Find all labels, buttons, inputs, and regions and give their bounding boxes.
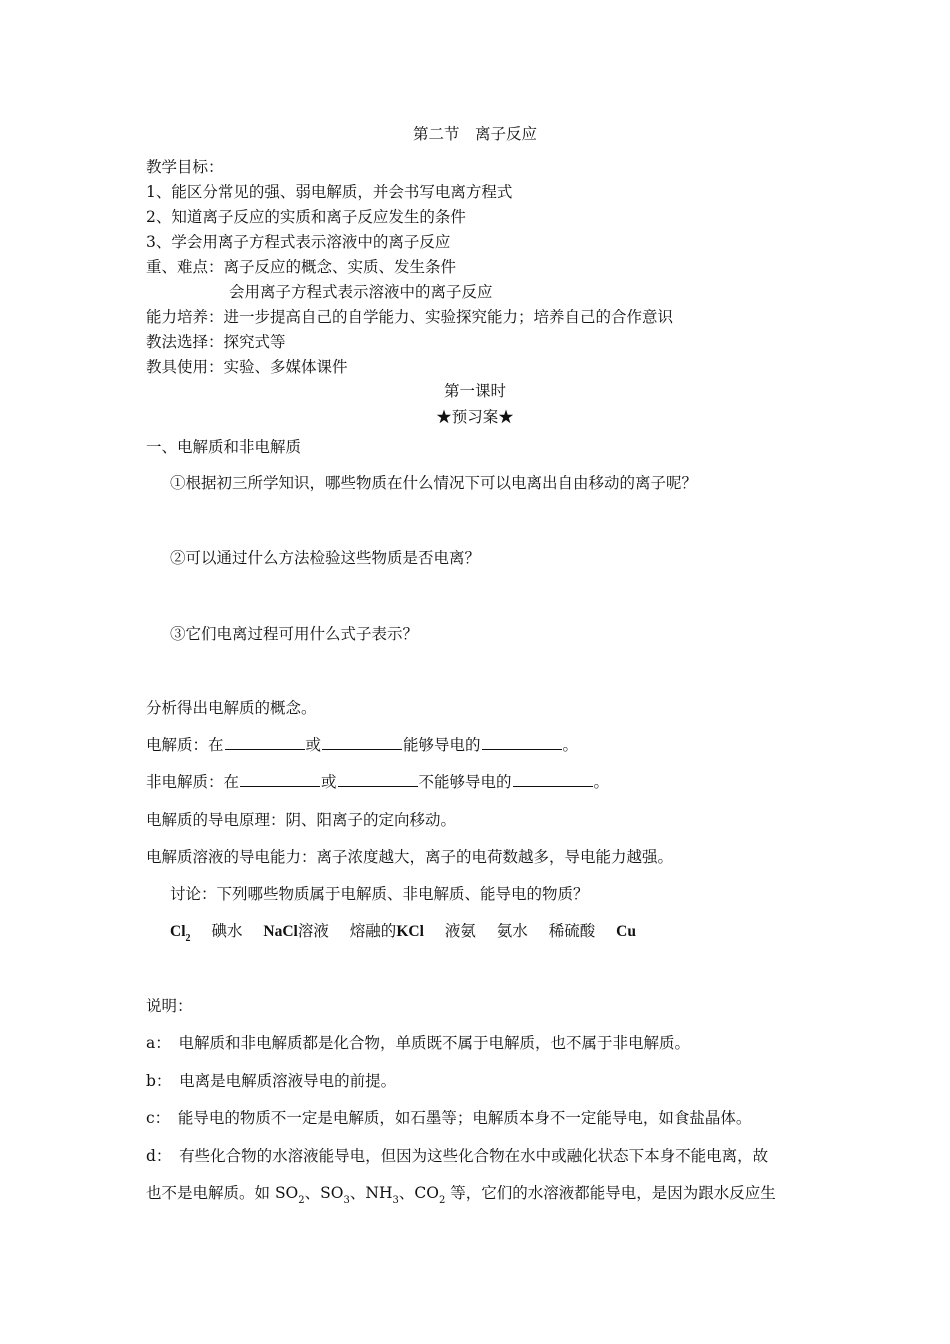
question-1: ①根据初三所学知识，哪些物质在什么情况下可以电离出自由移动的离子呢？ [170,474,698,492]
key-points: 重、难点：离子反应的概念、实质、发生条件 [146,258,457,276]
substance-cu: Cu [616,923,636,940]
discussion-prompt: 讨论：下列哪些物质属于电解质、非电解质、能导电的物质？ [170,885,589,903]
fill-blank[interactable] [240,772,320,787]
substance-ammonia-water: 氨水 [496,922,528,940]
substance-molten: 熔融的 [349,922,397,940]
substance-dilute-acid: 稀硫酸 [548,922,596,940]
fill-blank[interactable] [322,735,402,750]
note-a: a： 电解质和非电解质都是化合物，单质既不属于电解质，也不属于非电解质。 [146,1034,690,1052]
substance-iodine-water: 碘水 [211,922,243,940]
substance-nacl: NaCl [263,923,298,940]
definition-text: 电解质：在 [146,736,224,754]
note-d-continued: 也不是电解质。如 $SO_2$、$SO_3$、$NH_3$、$CO_2$ 等，它们的水溶液都能导电，是因为跟水反应生 [146,1184,776,1206]
analysis-text: 分析得出电解质的概念。 [146,699,317,717]
definition-text: 或 [305,736,322,754]
question-3: ③它们电离过程可用什么式子表示？ [170,625,419,643]
fill-blank[interactable] [338,772,418,787]
key-points-continued: 会用离子方程式表示溶液中的离子反应 [229,283,493,301]
section-heading: 一、电解质和非电解质 [146,438,302,456]
substance-liquid-ammonia: 液氨 [444,922,476,940]
note-c: c： 能导电的物质不一定是电解质，如石墨等；电解质本身不一定能导电，如食盐晶体。 [146,1109,752,1127]
fill-blank[interactable] [513,772,593,787]
question-2: ②可以通过什么方法检验这些物质是否电离？ [170,549,481,567]
substance-solution: 溶液 [297,922,329,940]
substance-cl2: $Cl_2$ [170,923,191,944]
note-b: b： 电离是电解质溶液导电的前提。 [146,1072,397,1090]
nonelectrolyte-definition [146,772,609,792]
objective-item: 2、知道离子反应的实质和离子反应发生的条件 [146,208,466,226]
definition-text: 能够导电的 [403,736,481,754]
ability-training: 能力培养：进一步提高自己的自学能力、实验探究能力；培养自己的合作意识 [146,308,674,326]
conduction-ability: 电解质溶液的导电能力：离子浓度越大，离子的电荷数越多，导电能力越强。 [146,848,674,866]
objective-item: 1、能区分常见的强、弱电解质，并会书写电离方程式 [146,183,513,201]
definition-text: 或 [321,773,337,791]
objectives-header: 教学目标： [146,158,224,176]
fill-blank[interactable] [482,735,562,750]
substance-kcl: KCl [396,923,424,940]
definition-text: 非电解质：在 [146,773,240,791]
definition-text: 。 [562,736,579,754]
definition-text: 不能够导电的 [418,773,512,791]
notes-header: 说明： [146,997,193,1015]
preview-heading: ★预习案★ [436,408,514,426]
note-d: d： 有些化合物的水溶液能导电，但因为这些化合物在水中或融化状态下本身不能电离，故 [146,1147,769,1165]
teaching-method: 教法选择：探究式等 [146,333,286,351]
lesson-label: 第一课时 [443,382,506,400]
substance-list [170,921,636,949]
objective-item: 3、学会用离子方程式表示溶液中的离子反应 [146,233,451,251]
teaching-tools: 教具使用：实验、多媒体课件 [146,358,348,376]
page-title: 第二节 离子反应 [412,125,537,143]
conduction-principle: 电解质的导电原理：阴、阳离子的定向移动。 [146,811,457,829]
electrolyte-definition [146,735,578,755]
definition-text: 。 [593,773,610,791]
fill-blank[interactable] [225,735,305,750]
